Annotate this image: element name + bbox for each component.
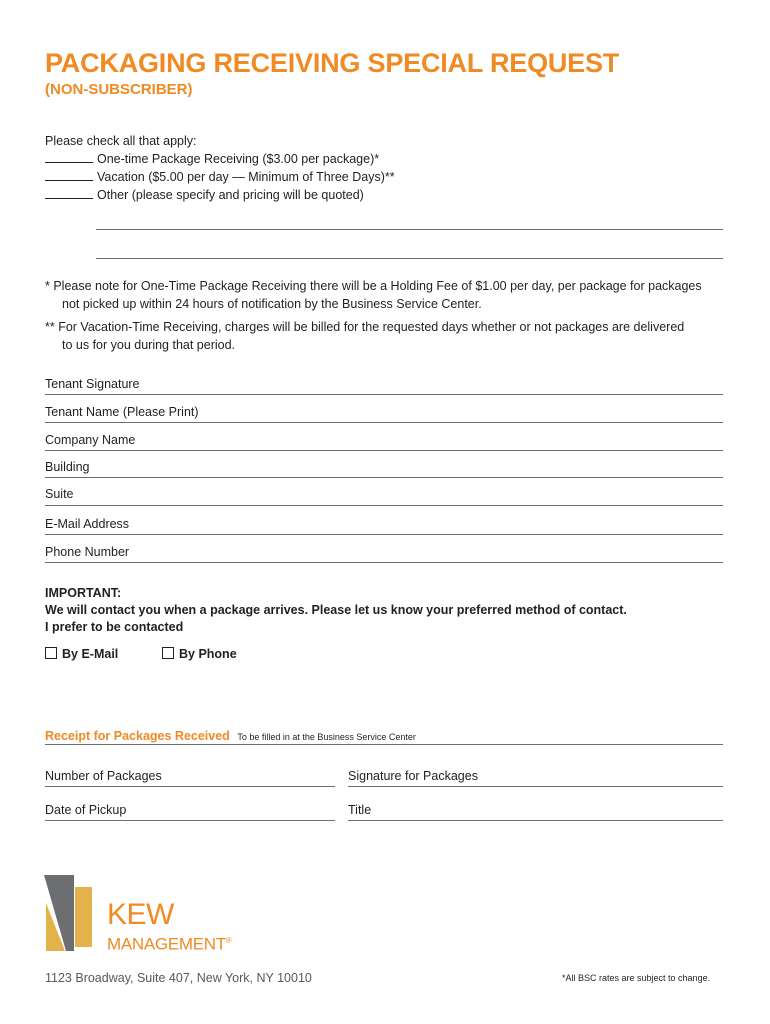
logo-registered-mark: ® [225, 936, 232, 945]
other-specify-line-2[interactable] [96, 258, 723, 259]
phone-option-label: By Phone [179, 647, 237, 661]
field-label-building: Building [45, 460, 90, 474]
receipt-note: To be filled in at the Business Service Center [237, 732, 416, 742]
field-line-date-of-pickup[interactable] [45, 820, 335, 821]
field-label-title: Title [348, 803, 372, 817]
logo-word-management: MANAGEMENT [107, 934, 226, 954]
option-row-other [45, 186, 364, 204]
page-title: PACKAGING RECEIVING SPECIAL REQUEST [45, 48, 620, 78]
field-line-company-name[interactable] [45, 450, 723, 451]
contact-option-phone[interactable] [162, 645, 237, 663]
option-blank-other[interactable] [45, 186, 93, 199]
page-subtitle: (NON-SUBSCRIBER) [45, 81, 193, 98]
important-line-1: We will contact you when a package arrives. Please let us know your preferred method of contact. [45, 603, 627, 617]
email-checkbox[interactable] [45, 647, 57, 659]
field-label-tenant-signature: Tenant Signature [45, 377, 140, 391]
option-label-one-time: One-time Package Receiving ($3.00 per package)* [97, 152, 380, 166]
field-line-building[interactable] [45, 477, 723, 478]
field-label-phone: Phone Number [45, 545, 130, 559]
field-label-signature-for-packages: Signature for Packages [348, 769, 478, 783]
note-one-time-line-2: not picked up within 24 hours of notification by the Business Service Center. [62, 297, 482, 311]
field-line-number-of-packages[interactable] [45, 786, 335, 787]
important-line-2: I prefer to be contacted [45, 620, 184, 634]
note-one-time-line-1: * Please note for One-Time Package Receiving there will be a Holding Fee of $1.00 per day, per package for packages [45, 279, 702, 293]
field-label-date-of-pickup: Date of Pickup [45, 803, 127, 817]
other-specify-line-1[interactable] [96, 229, 723, 230]
contact-option-email[interactable] [45, 645, 118, 663]
field-line-tenant-name[interactable] [45, 422, 723, 423]
option-label-other: Other (please specify and pricing will be quoted) [97, 188, 364, 202]
receipt-heading: Receipt for Packages Received [45, 729, 230, 743]
field-label-suite: Suite [45, 487, 74, 501]
kew-logo-mark-icon [44, 873, 104, 953]
field-line-email[interactable] [45, 534, 723, 535]
important-heading: IMPORTANT: [45, 586, 122, 600]
note-vacation-line-1: ** For Vacation-Time Receiving, charges will be billed for the requested days whether or not packages are delivered [45, 320, 685, 334]
footer-disclaimer: *All BSC rates are subject to change. [562, 973, 711, 983]
option-blank-one-time[interactable] [45, 150, 93, 163]
field-label-company-name: Company Name [45, 433, 136, 447]
option-label-vacation: Vacation ($5.00 per day — Minimum of Three Days)** [97, 170, 395, 184]
option-blank-vacation[interactable] [45, 168, 93, 181]
footer-address: 1123 Broadway, Suite 407, New York, NY 10010 [45, 971, 312, 985]
field-label-number-of-packages: Number of Packages [45, 769, 162, 783]
logo-gold-shard-right [75, 887, 92, 947]
phone-checkbox[interactable] [162, 647, 174, 659]
logo-word-management-row [107, 932, 231, 954]
receipt-divider [45, 744, 723, 745]
field-label-email: E-Mail Address [45, 517, 130, 531]
logo-word-kew: KEW [107, 898, 174, 931]
field-line-tenant-signature[interactable] [45, 394, 723, 395]
note-vacation-line-2: to us for you during that period. [62, 338, 236, 352]
option-row-vacation [45, 168, 395, 186]
email-option-label: By E-Mail [62, 647, 119, 661]
field-line-title[interactable] [348, 820, 723, 821]
field-line-suite[interactable] [45, 505, 723, 506]
options-intro: Please check all that apply: [45, 134, 197, 148]
option-row-one-time [45, 150, 379, 168]
field-line-phone[interactable] [45, 562, 723, 563]
field-label-tenant-name: Tenant Name (Please Print) [45, 405, 199, 419]
field-line-signature-for-packages[interactable] [348, 786, 723, 787]
